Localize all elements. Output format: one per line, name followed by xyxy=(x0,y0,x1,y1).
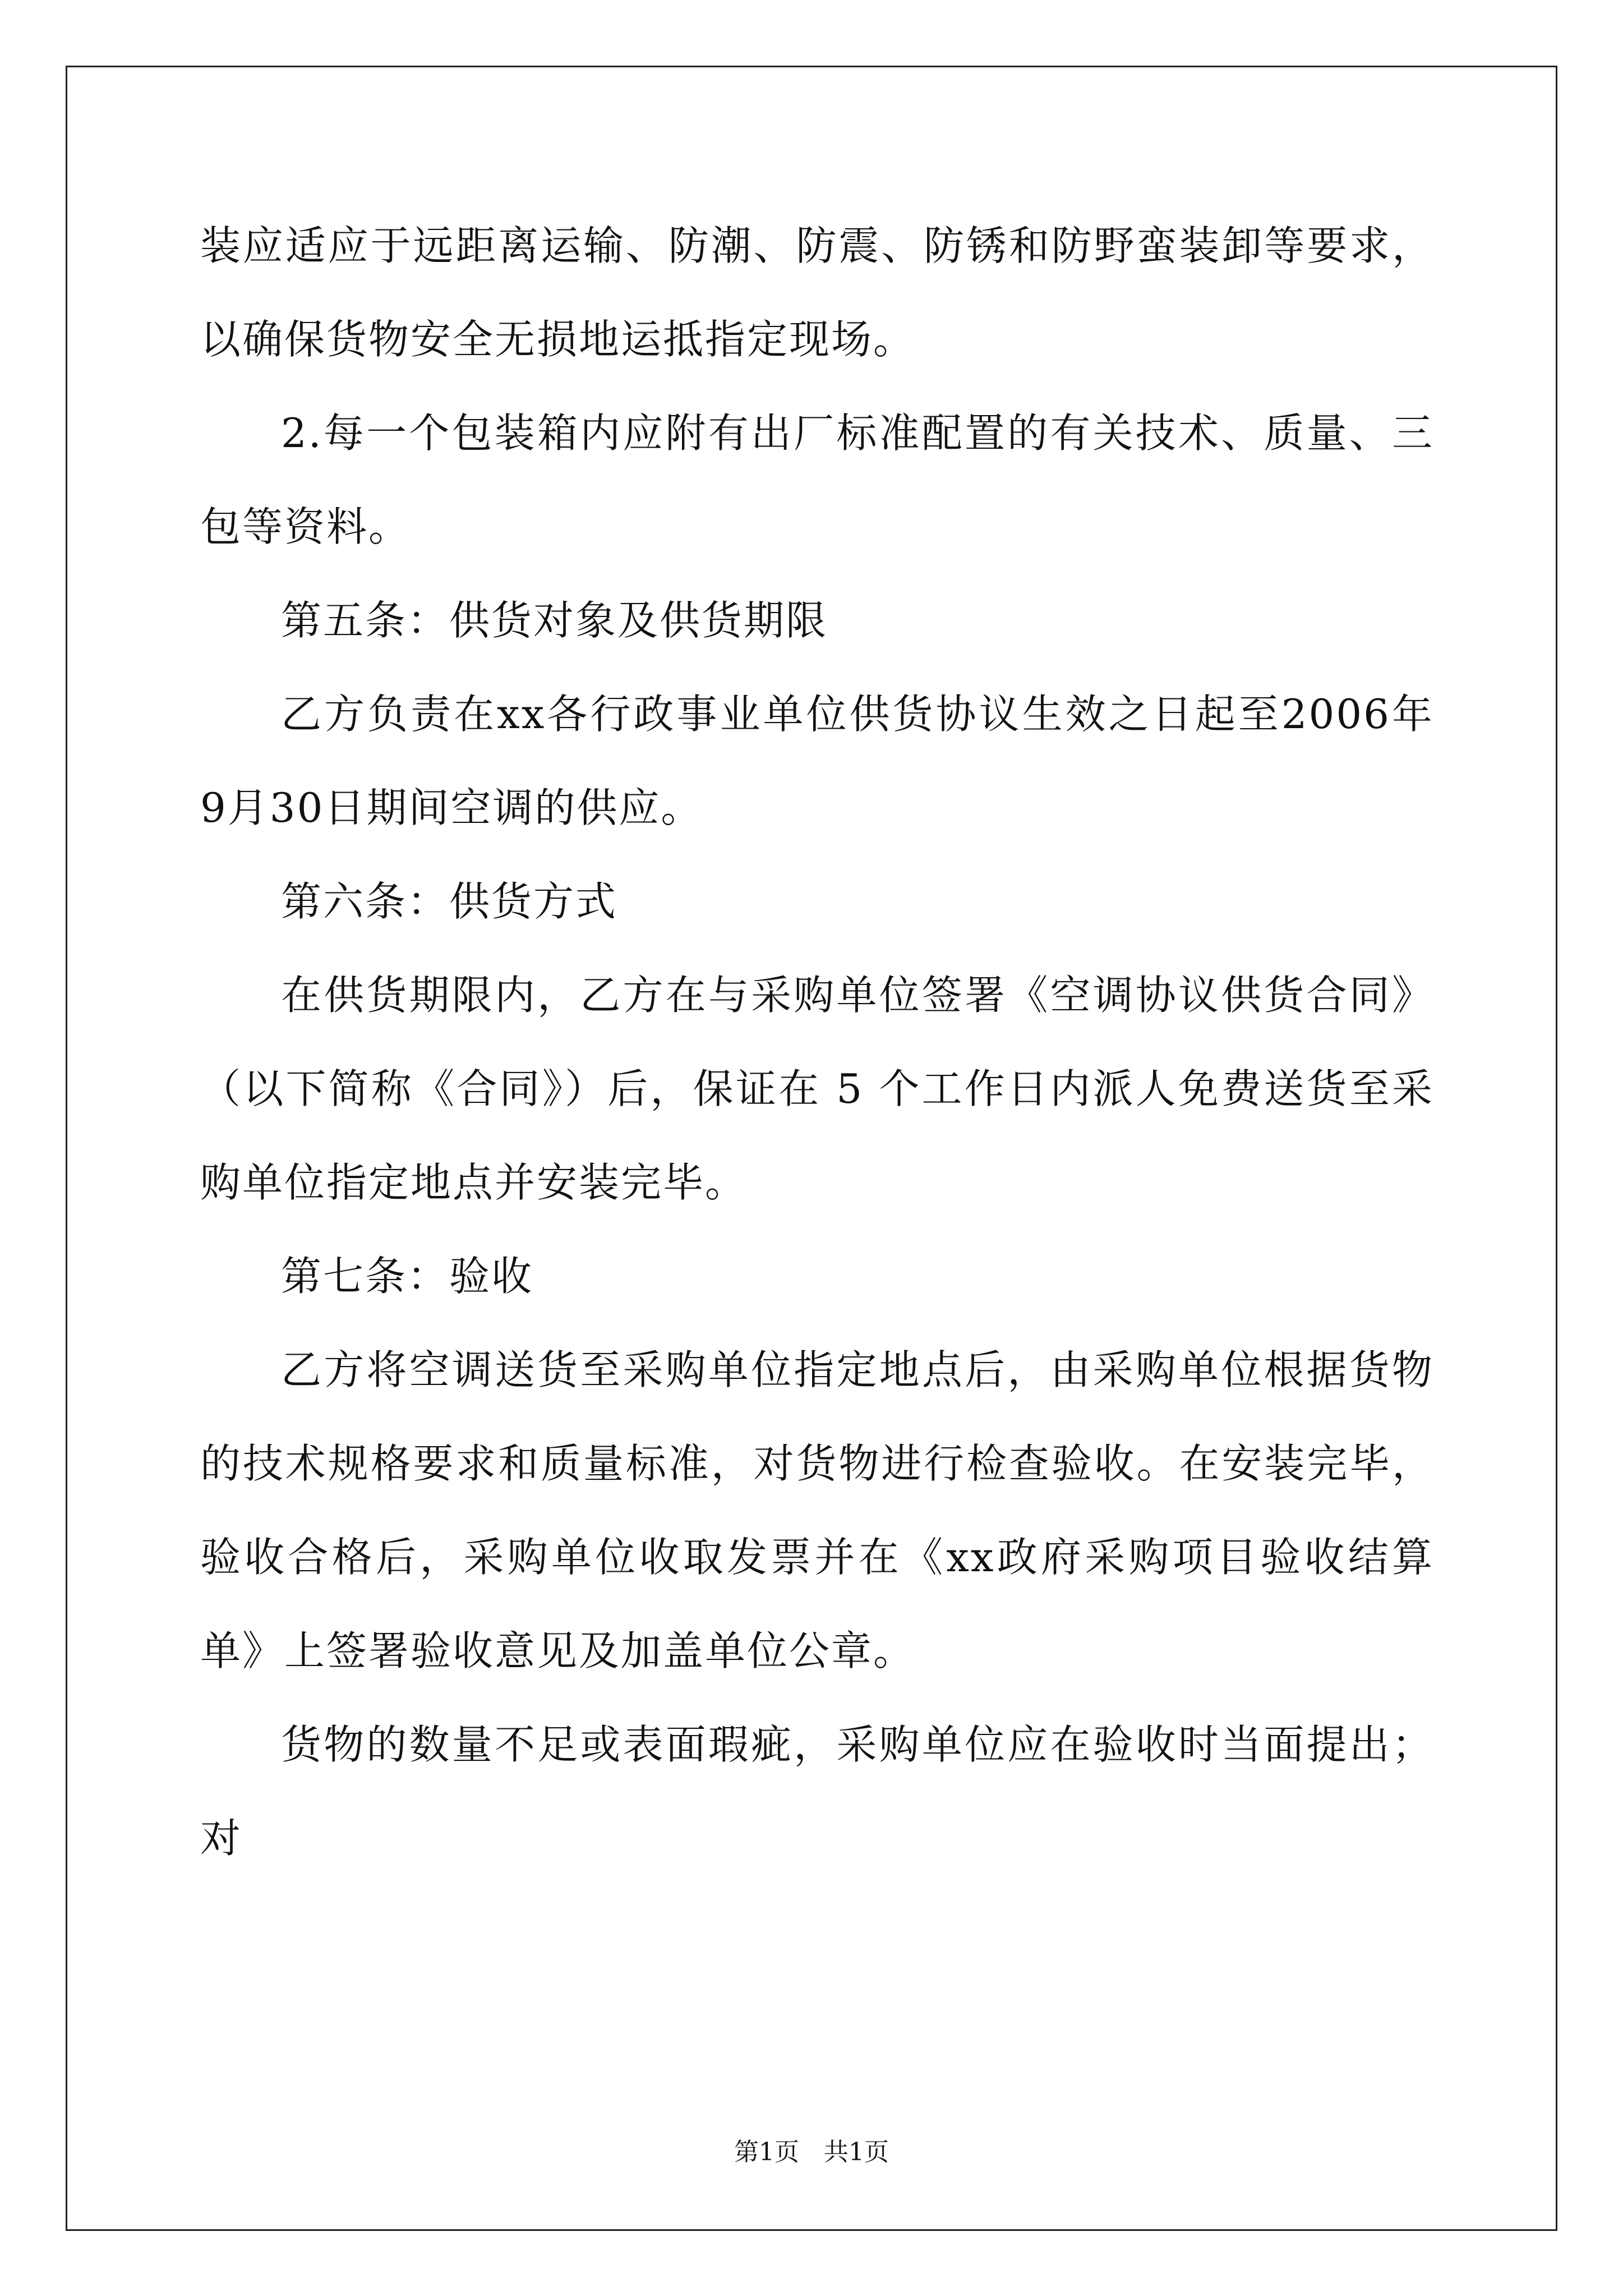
page-footer: 第1页 共1页 xyxy=(734,2138,889,2166)
paragraph-3: 乙方负责在xx各行政事业单位供货协议生效之日起至2006年9月30日期间空调的供应。 xyxy=(200,691,1434,831)
paragraph-5: 乙方将空调送货至采购单位指定地点后，由采购单位根据货物的技术规格要求和质量标准，对货物进行检查验收。在安装完毕，验收合格后，采购单位收取发票并在《xx政府采购项目验收结算单》上签署验收意见及加盖单位公章。 xyxy=(200,1346,1434,1674)
section-heading-7: 第七条：验收 xyxy=(281,1253,534,1300)
paragraph-2: 2.每一个包装箱内应附有出厂标准配置的有关技术、质量、三包等资料。 xyxy=(200,409,1434,550)
section-heading-5: 第五条：供货对象及供货期限 xyxy=(281,597,828,644)
paragraph-6: 货物的数量不足或表面瑕疵，采购单位应在验收时当面提出；对 xyxy=(200,1721,1434,1862)
section-heading-6: 第六条：供货方式 xyxy=(281,878,618,925)
document-body xyxy=(200,199,1434,1885)
paragraph-1: 装应适应于远距离运输、防潮、防震、防锈和防野蛮装卸等要求，以确保货物安全无损地运抵指定现场。 xyxy=(200,222,1434,363)
paragraph-4: 在供货期限内，乙方在与采购单位签署《空调协议供货合同》（以下简称《合同》）后，保证在 5 个工作日内派人免费送货至采购单位指定地点并安装完毕。 xyxy=(200,972,1434,1206)
